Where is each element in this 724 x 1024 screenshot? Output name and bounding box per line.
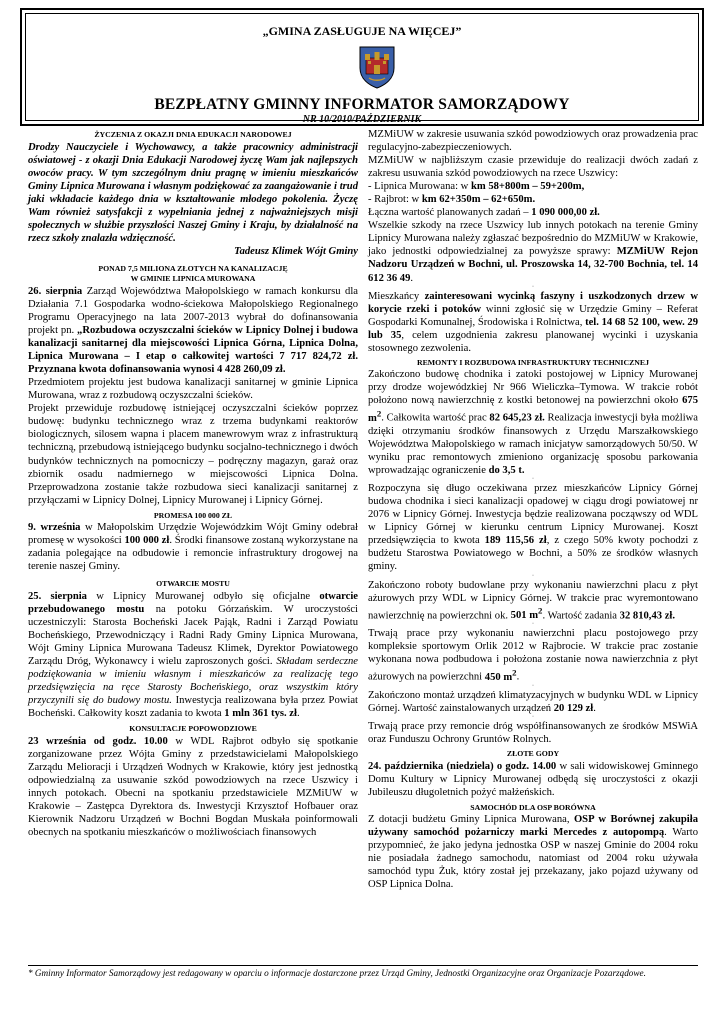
promise-date: 9. września [28, 522, 81, 534]
trees-text-1: Mieszkańcy [368, 290, 425, 302]
section-heading-greeting: ŻYCZENIA Z OKAZJI DNIA EDUKACJI NARODOWEJ [94, 130, 292, 139]
gold-paragraph [368, 760, 698, 799]
bridge-text-4: . [296, 708, 300, 720]
bridge-paragraph [28, 590, 358, 720]
section-heading-infra: REMONTY I ROZBUDOWA INFRASTRUKTURY TECHNICZNEJ [416, 357, 650, 367]
consult-paragraph [28, 735, 358, 839]
footnote: * Gminny Informator Samorządowy jest redagowany w oparciu o informacje dostarczone przez Urząd Gminy, Jednostki Organizacyjne oraz Organizacje Pozarządowe. [28, 968, 646, 978]
section-heading-gold: ZŁOTE GODY [506, 749, 560, 759]
bridge-event: otwarcie przebudowanego mostu [28, 590, 358, 615]
right-column [368, 128, 698, 892]
consult-total-prefix: Łączna wartość planowanych zadań – [368, 207, 532, 219]
trees-bold-1: zainteresowani wycinką faszyny i uszkodzonych drzew w korycie rzeki i potoków [368, 290, 698, 315]
section-heading-consult: KONSULTACJE POPOWODZIOWE [129, 724, 257, 734]
trees-text-2: winni zgłosić się w Urzędzie Gminy – Referat Gospodarki Komunalnej, Środowiska i Rolnictwa, [368, 303, 698, 328]
consult-total [368, 206, 698, 219]
infra-p1-text-1: Zakończono budowę chodnika i zatoki postojowej w Lipnicy Murowanej przy drodze wojewódzkiej Nr 966 Wieliczka–Tymowa. W trakcie robót położono nową nawierzchnię z kostki betonowej na powierzchni około [368, 369, 698, 407]
infra-p5-text-2: . [593, 702, 596, 714]
section-heading-sewage [28, 264, 358, 285]
consult-end: . [410, 272, 414, 284]
infra-paragraph-3 [368, 579, 698, 623]
fire-text-1: Z dotacji budżetu Gminy Lipnica Murowana, [368, 814, 574, 826]
trees-text-3: , celem uzgodnienia zakresu planowanej wycinki i uzyskania stosownego zezwolenia. [368, 329, 698, 354]
fire-paragraph [368, 813, 698, 891]
infra-p1-text-3: Realizacja inwestycji była możliwa dzięki otrzymaniu środków finansowych z Urzędu Marszałkowskiego Województwa Małopolskiego w ramach inicjatyw samorządowych 50/50. W wyniku prac remontowych zmieniono organizację sposobu parkowania wprowadzając ograniczenie [368, 412, 698, 477]
consult-item-1-prefix: - Lipnica Murowana: w [368, 181, 471, 193]
infra-p4-text-1: Trwają prace przy wykonaniu nawierzchni placu postojowego przy kompleksie sportowym Orlik 2012 w Rajbrocie. W trakcie prac zostanie wykonana nowa podbudowa i położona zostanie nowa nawierzchnia z płyt ażurowych na powierzchni [368, 628, 698, 683]
footer-divider [28, 965, 698, 966]
infra-p3-text-2: . Wartość zadania [542, 610, 620, 622]
infra-p3-area-sup: 2 [538, 605, 543, 616]
infra-p1-area-value: 675 m [368, 395, 698, 424]
sewage-text-1: Zarząd Województwa Małopolskiego w ramach konkursu dla Działania 7.1 Gospodarka wodno-ściekowa Małopolskiego Regionalnego Programu Operacyjnego na lata 2007-2013 wybrał do dofinansowania projekt pn. [28, 285, 358, 337]
sewage-paragraph-1 [28, 285, 358, 376]
infra-paragraph-5 [368, 689, 698, 715]
infra-p5-cost: 20 129 zł [553, 702, 594, 714]
separator-dot: · [532, 572, 534, 579]
promise-amount: 100 000 zł [124, 535, 170, 547]
sewage-paragraph-3: Projekt przewiduje rozbudowę istniejącej oczyszczalni ścieków poprzez budowę: budynku technicznego wraz z trzema budynkami reaktorów biologicznych, silosem wapna i placem manewrowym wraz z infrastrukturą techniczną, przebudową istniejącego budynku socjalno-technicznego i dwóch budynków technicznych na pomocniczy – podręczny magazyn, garaż oraz zbiornik osadu nadmiernego w miejscowości Lipnica Dolna. Przeprowadzona zostanie także rozbudowa sieci kanalizacji sanitarnej z przyłączami w Lipnicy Dolnej, Lipnicy Murowanej i Lipnicy Górnej. [28, 403, 358, 506]
consult-total-amount: 1 090 000,00 zł. [531, 207, 600, 219]
consult-item-1-km: km 58+800m – 59+200m, [470, 181, 585, 193]
infra-p1-cost: 82 645,23 zł. [489, 412, 545, 424]
infra-p3-area [510, 605, 543, 622]
section-heading-promise: PROMESA 100 000 ZŁ [153, 510, 233, 520]
infra-p2-text-2: , z czego 50% kwoty pochodzi z budżetu Starostwa Powiatowego w Bochni, a 50% ze środków własnych gminy. [368, 535, 698, 573]
infra-p3-cost: 32 810,43 zł. [619, 610, 675, 622]
bridge-cost: 1 mln 361 tys. zł [224, 708, 297, 720]
consult-item-2 [368, 193, 698, 206]
infra-p1-area-sup: 2 [376, 408, 382, 419]
infra-p4-area-sup: 2 [512, 667, 517, 678]
separator-dot: · [532, 476, 534, 483]
trees-phone: tel. 14 68 52 100, wew. 29 lub 35 [368, 316, 698, 341]
consult-item-2-prefix: - Rajbrot: w [368, 194, 422, 206]
consult-report-text: Wszelkie szkody na rzece Uszwicy lub innych potokach na terenie Gminy Lipnicy Murowana należy zgłaszać bezpośrednio do MZMiUW w Krakowie, jako jednostki odpowiedzialnej za powyższe sprawy: [368, 220, 698, 258]
sewage-heading-line2: W GMINIE LIPNICA MUROWANA [130, 274, 256, 284]
infra-paragraph-2 [368, 482, 698, 573]
infra-p5-text-1: Zakończono montaż urządzeń klimatyzacyjnych w budynku WDL w Lipnicy Górnej. Wartość zainstalowanych urządzeń [368, 689, 698, 714]
coat-of-arms-icon [357, 44, 397, 90]
infra-p2-text-1: Rozpoczyna się długo oczekiwana przez mieszkańców Lipnicy Górnej budowa chodnika i sieci kanalizacji opadowej w ciągu drogi powiatowej nr 2076 w Lipnicy Górnej. Inwestycja będzie realizowana począwszy od WDL w Lipnicy Górnej w kierunku centrum Lipnicy Murowanej. Koszt przedsięwzięcia to kwota [368, 483, 698, 547]
section-heading-bridge: OTWARCIE MOSTU [156, 579, 230, 589]
sewage-heading-line1: PONAD 7,5 MILIONA ZŁOTYCH NA KANALIZACJĘ [98, 263, 288, 273]
infra-p2-cost: 189 115,56 zł [484, 535, 547, 547]
promise-paragraph [28, 521, 358, 573]
infra-p4-area-value: 450 m [484, 671, 513, 683]
separator-dot: · [532, 621, 534, 628]
fire-bold: OSP w Borównej zakupiła używany samochód pożarniczy marki Mercedes z autopompą [368, 814, 698, 839]
gold-date: 24. października (niedziela) o godz. 14.00 [368, 760, 557, 772]
sewage-date: 26. sierpnia [28, 285, 83, 297]
masthead-issue: NR 10/2010/PAŹDZIERNIK [302, 114, 422, 125]
consult-cont-text-1: MZMiUW w zakresie usuwania szkód powodziowych oraz prowadzenia prac regulacyjno-zabezpieczeniowych. [368, 129, 698, 154]
infra-p1-text-2: . Całkowita wartość prac [381, 412, 490, 424]
promise-text-2: . Środki finansowe zostaną wykorzystane na zadania polegające na odbudowie i remoncie infrastruktury drogowej na terenie naszej Gminy. [28, 535, 358, 573]
greeting-text: Drodzy Nauczyciele i Wychowawcy, a także pracownicy administracji oświatowej - z okazji Dnia Edukacji Narodowej życzę Wam jak najlepszych owoców pracy. W tym szczególnym dniu pragnę w imieniu mieszkańców Gminy Lipnica Murowana i własnym podziękować za zaangażowanie i trud jaki wkładacie każdego dnia w kształtowanie młodego pokolenia. Życzę Wam również satysfakcji z wypełniania jednej z najważniejszych misji społecznych w służbie przyszłości Naszej Gminy i Kraju, by działalność na rzecz szkoły znalazła wdzięczność. [28, 141, 358, 244]
gold-text: w sali widowiskowej Gminnego Domu Kultury w Lipnicy Murowanej odbędą się uroczystości z okazji Jubileuszu długoletnich pożyć małżeńskich. [368, 760, 698, 798]
masthead [20, 8, 704, 126]
consult-date: 23 września od godz. 10.00 [28, 735, 168, 747]
consult-address: MZMiUW Rejon Nadzoru Urządzeń w Bochni, ul. Proszowska 14, 32-700 Bochnia, tel. 14 612 36 49 [368, 246, 698, 284]
infra-p4-text-2: . [516, 671, 520, 683]
sewage-paragraph-2: Przedmiotem projektu jest budowa kanalizacji sanitarnej w gminie Lipnica Murowana, wraz z rozbudową oczyszczalni ścieków. [28, 377, 358, 402]
promise-text-1: w Małopolskim Urzędzie Wojewódzkim Wójt Gminy odebrał promesę w wysokości [28, 522, 358, 547]
separator-dot: · [532, 682, 534, 689]
bridge-text-3: Inwestycja realizowana była przez Powiat Bocheński. Całkowity koszt zadania to kwota [28, 695, 358, 720]
bridge-text-2: na potoku Górzańskim. W uroczystości uczestniczyli: Starosta Bocheński Jacek Pająk, Radni i Zarząd Powiatu Bocheńskiego, Przewodniczący i Radni Rady Gminy Lipnica Murowana, Wójt Gminy Lipnica Murowana Tadeusz Klimek, Dyrektor Powiatowego Zarządu Dróg, Wykonawcy i wielu zaproszonych gości. [28, 603, 359, 668]
sewage-project: „Rozbudowa oczyszczalni ścieków w Lipnicy Dolnej i budowa kanalizacji sanitarnej dla miejscowości Lipnica Górna, Lipnica Dolna, Lipnica Murowana – I etap o całkowitej wartości 7 717 824,72 zł. Przyznana kwota dofinansowania wynosi 4 428 260,09 zł. [28, 325, 358, 376]
infra-p4-area [484, 667, 517, 683]
bridge-thanks: Składam serdeczne podziękowania w imieniu własnym i mieszkańców za realizację tego przedsięwzięcia na ręce Starosty Bocheńskiego, oraz wszystkim który przyczynili się do budowy mostu. [28, 656, 358, 707]
bridge-date: 25. sierpnia [28, 590, 87, 602]
separator-dot: · [532, 714, 534, 721]
fire-text-2: . Warto przypomnieć, że jako jedyna jednostka OSP w naszej Gminie do 2004 roku nie posiadała żadnego samochodu, natomiast od 2004 roku używała samochód typu Żuk, który został jej przekazany, jako pojazd używany od OSP Lipnica Dolna. [368, 827, 698, 891]
consult-text-1: w WDL Rajbrot odbyło się spotkanie zorganizowane przez Wójta Gminy z przedstawicielami Małopolskiego Zarządu Melioracji i Urządzeń Wodnych w Krakowie, który jest jednostką odpowiedzialną za usuwanie szkód powodziowych na rzece Uszwicy i innych potokach. Obecni na spotkaniu przedstawiciele MZMiUW w Krakowie – Zastępca Dyrektora ds. Inwestycji Krzysztof Hofbauer oraz Kierownik Nadzoru Urządzeń w Bochni Bogdan Muskała poinformowali obecnych na spotkaniu mieszkańców o możliwościach finansowych [28, 735, 358, 839]
infra-paragraph-4 [368, 627, 698, 684]
separator-dot: · [532, 283, 534, 290]
infra-p3-text-1: Zakończono roboty budowlane przy wykonaniu nawierzchni placu z płyt ażurowych przy WDL w Lipnicy Górnej. W trakcie prac wyremontowano nawierzchnię na powierzchni ok. [368, 579, 698, 622]
section-heading-fire: SAMOCHÓD DLA OSP BORÓWNA [470, 802, 596, 812]
infra-p1-limit: do 3,5 t. [488, 465, 525, 477]
consult-item-1 [368, 180, 698, 193]
infra-paragraph-1 [368, 368, 698, 477]
masthead-title: BEZPŁATNY GMINNY INFORMATOR SAMORZĄDOWY [154, 96, 570, 113]
bridge-text-1: w Lipnicy Murowanej odbyło się oficjalne [86, 590, 320, 602]
trees-paragraph [368, 290, 698, 355]
greeting-signature: Tadeusz Klimek Wójt Gminy [234, 245, 358, 257]
infra-p3-area-value: 501 m [510, 610, 539, 622]
consult-item-2-km: km 62+350m – 62+650m. [421, 194, 536, 206]
infra-paragraph-6: Trwają prace przy remoncie dróg współfinansowanych ze środków MSWiA oraz Funduszu Ochrony Gruntów Rolnych. [368, 721, 698, 746]
consult-cont-text-2: MZMiUW w najbliższym czasie przewiduje do realizacji dwóch zadań z zakresu usuwania szkód powodziowych na rzece Uszwicy: [368, 155, 698, 180]
left-column [28, 128, 358, 839]
masthead-motto: „GMINA ZASŁUGUJE NA WIĘCEJ” [262, 24, 462, 38]
consult-cont-text-3 [368, 219, 698, 284]
